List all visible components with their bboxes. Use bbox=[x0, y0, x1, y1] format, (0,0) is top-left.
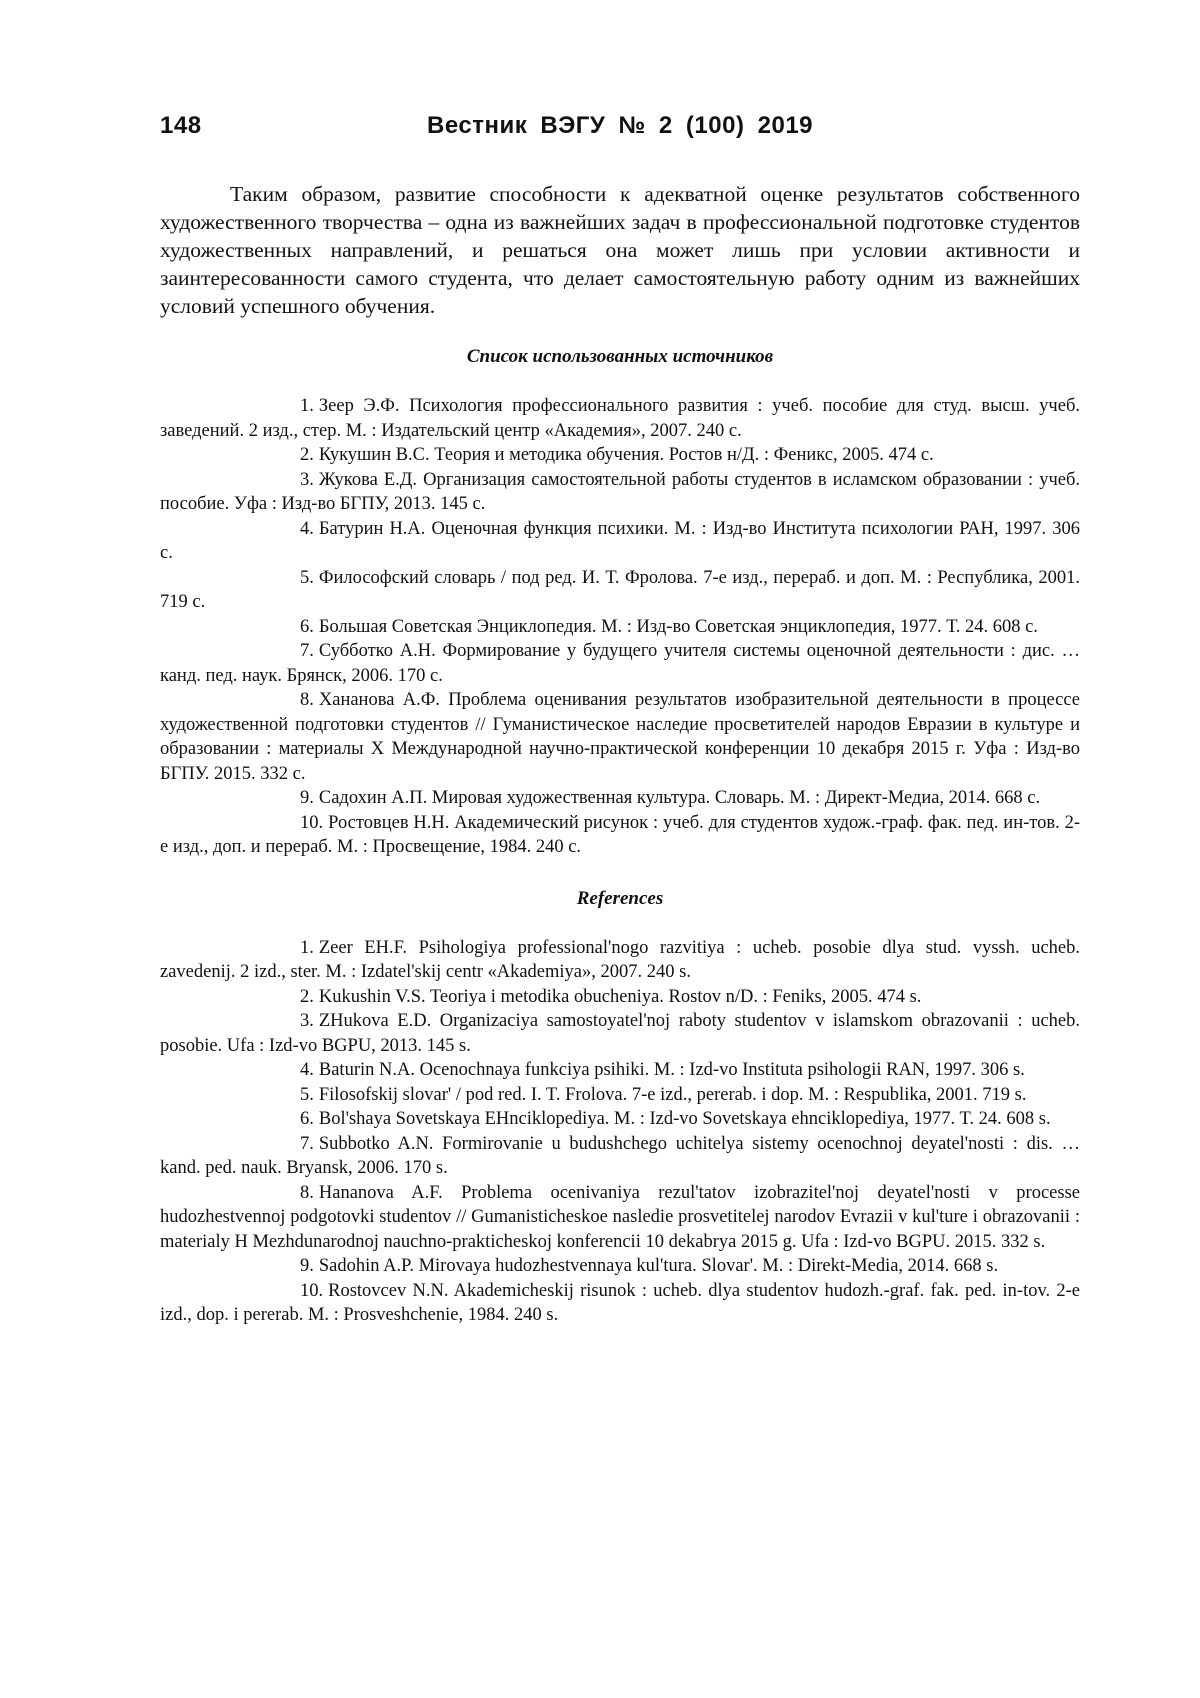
source-number: 9. bbox=[300, 788, 314, 808]
source-text: Хананова А.Ф. Проблема оценивания результатов изобразительной деятельности в процессе художественной подготовки студентов // Гуманистическое наследие просветителей народов Евразии в культуре и образовании : материалы Х Международной научно-практической конференции 10 декабря 2015 г. Уфа : Изд-во БГПУ. 2015. 332 с. bbox=[160, 690, 1080, 784]
reference-number: 10. bbox=[300, 1280, 324, 1301]
source-number: 2. bbox=[300, 445, 314, 465]
page-number: 148 bbox=[160, 112, 202, 139]
sources-list bbox=[160, 394, 1080, 860]
source-item bbox=[160, 443, 1080, 468]
reference-number: 1. bbox=[300, 937, 314, 958]
source-item bbox=[160, 639, 1080, 688]
source-text: Субботко А.Н. Формирование у будущего учителя системы оценочной деятельности : дис. … канд. пед. наук. Брянск, 2006. 170 с. bbox=[160, 641, 1080, 686]
reference-item bbox=[160, 1009, 1080, 1058]
source-text: Батурин Н.А. Оценочная функция психики. М. : Изд-во Института психологии РАН, 1997. 306 с. bbox=[160, 518, 1080, 563]
journal-title: Вестник ВЭГУ № 2 (100) 2019 bbox=[426, 112, 814, 139]
intro-paragraph: Таким образом, развитие способности к адекватной оценке результатов собственного художественного творчества – одна из важнейших задач в профессиональной подготовке студентов художественных направлений, и решаться она может лишь при условии активности и заинтересованности самого студента, что делает самостоятельную работу одним из важнейших условий успешного обучения. bbox=[160, 182, 1080, 318]
source-number: 3. bbox=[300, 469, 314, 490]
reference-text: Subbotko A.N. Formirovanie u budushchego uchitelya sistemy ocenochnoj deyatel'nosti : dis. … kand. ped. nauk. Bryansk, 2006. 170 s. bbox=[160, 1133, 1080, 1178]
sources-heading: Список использованных источников bbox=[466, 346, 774, 367]
reference-number: 5. bbox=[300, 1084, 314, 1105]
source-item bbox=[160, 566, 1080, 615]
reference-item bbox=[160, 985, 1080, 1010]
reference-text: Rostovcev N.N. Akademicheskij risunok : ucheb. dlya studentov hudozh.-graf. fak. ped. in-tov. 2-e izd., dop. i pererab. M. : Prosveshchenie, 1984. 240 s. bbox=[160, 1280, 1080, 1325]
source-number: 6. bbox=[300, 616, 314, 637]
source-text: Кукушин В.С. Теория и методика обучения. Ростов н/Д. : Феникс, 2005. 474 с. bbox=[318, 445, 934, 465]
reference-item bbox=[160, 1083, 1080, 1108]
source-number: 10. bbox=[300, 812, 324, 833]
source-item bbox=[160, 517, 1080, 566]
reference-number: 8. bbox=[300, 1182, 314, 1203]
reference-text: Filosofskij slovar' / pod red. I. T. Frolova. 7-e izd., pererab. i dop. M. : Respublika, 2001. 719 s. bbox=[318, 1084, 1027, 1105]
source-number: 4. bbox=[300, 518, 314, 539]
source-item bbox=[160, 615, 1080, 640]
reference-item bbox=[160, 1254, 1080, 1279]
source-item bbox=[160, 468, 1080, 517]
source-item bbox=[160, 786, 1080, 811]
reference-item bbox=[160, 1107, 1080, 1132]
reference-item bbox=[160, 1058, 1080, 1083]
reference-text: ZHukova E.D. Organizaciya samostoyatel'noj raboty studentov v islamskom obrazovanii : ucheb. posobie. Ufa : Izd-vo BGPU, 2013. 145 s. bbox=[160, 1011, 1080, 1056]
references-list bbox=[160, 936, 1080, 1328]
source-text: Жукова Е.Д. Организация самостоятельной работы студентов в исламском образовании : учеб. пособие. Уфа : Изд-во БГПУ, 2013. 145 с. bbox=[160, 469, 1080, 514]
reference-text: Baturin N.A. Ocenochnaya funkciya psihiki. M. : Izd-vo Instituta psihologii RAN, 1997. 306 s. bbox=[318, 1060, 1025, 1080]
source-number: 8. bbox=[300, 690, 314, 710]
source-text: Зеер Э.Ф. Психология профессионального развития : учеб. пособие для студ. высш. учеб. заведений. 2 изд., стер. М. : Издательский центр «Академия», 2007. 240 с. bbox=[160, 396, 1080, 441]
reference-number: 9. bbox=[300, 1256, 314, 1276]
reference-number: 3. bbox=[300, 1011, 314, 1031]
reference-number: 4. bbox=[300, 1060, 314, 1080]
source-item bbox=[160, 688, 1080, 786]
references-heading: References bbox=[576, 887, 664, 909]
source-item bbox=[160, 811, 1080, 860]
reference-text: Hananova A.F. Problema ocenivaniya rezul'tatov izobrazitel'noj deyatel'nosti v processe hudozhestvennoj podgotovki studentov // Gumanisticheskoe nasledie prosvetitelej narodov Evrazii v kul'ture i obrazovanii : materialy H Mezhdunarodnoj nauchno-prakticheskoj konferencii 10 dekabrya 2015 g. Ufa : Izd-vo BGPU. 2015. 332 s. bbox=[160, 1182, 1080, 1252]
source-item bbox=[160, 394, 1080, 443]
source-text: Большая Советская Энциклопедия. М. : Изд-во Советская энциклопедия, 1977. Т. 24. 608 с. bbox=[318, 616, 1038, 637]
source-number: 7. bbox=[300, 641, 314, 661]
reference-text: Zeer EH.F. Psihologiya professional'nogo razvitiya : ucheb. posobie dlya stud. vyssh. ucheb. zavedenij. 2 izd., ster. M. : Izdatel'skij centr «Akademiya», 2007. 240 s. bbox=[160, 937, 1080, 982]
reference-item bbox=[160, 1132, 1080, 1181]
reference-text: Sadohin A.P. Mirovaya hudozhestvennaya kul'tura. Slovar'. M. : Direkt-Media, 2014. 668 s. bbox=[318, 1256, 999, 1276]
document-page bbox=[160, 112, 1080, 1328]
reference-item bbox=[160, 936, 1080, 985]
running-header bbox=[160, 112, 1080, 152]
reference-number: 6. bbox=[300, 1109, 314, 1129]
source-text: Садохин А.П. Мировая художественная культура. Словарь. М. : Директ-Медиа, 2014. 668 с. bbox=[318, 788, 1041, 808]
source-text: Ростовцев Н.Н. Академический рисунок : учеб. для студентов худож.-граф. фак. пед. ин-тов. 2-е изд., доп. и перераб. М. : Просвещение, 1984. 240 с. bbox=[160, 812, 1080, 857]
reference-number: 2. bbox=[300, 986, 314, 1007]
reference-item bbox=[160, 1279, 1080, 1328]
source-text: Философский словарь / под ред. И. Т. Фролова. 7-е изд., перераб. и доп. М. : Республика, 2001. 719 с. bbox=[160, 567, 1080, 612]
reference-number: 7. bbox=[300, 1133, 314, 1154]
source-number: 1. bbox=[300, 396, 314, 416]
source-number: 5. bbox=[300, 567, 314, 588]
reference-text: Bol'shaya Sovetskaya EHnciklopediya. M. : Izd-vo Sovetskaya ehnciklopediya, 1977. T. 24. 608 s. bbox=[318, 1109, 1051, 1129]
reference-text: Kukushin V.S. Teoriya i metodika obucheniya. Rostov n/D. : Feniks, 2005. 474 s. bbox=[318, 986, 922, 1007]
reference-item bbox=[160, 1181, 1080, 1255]
